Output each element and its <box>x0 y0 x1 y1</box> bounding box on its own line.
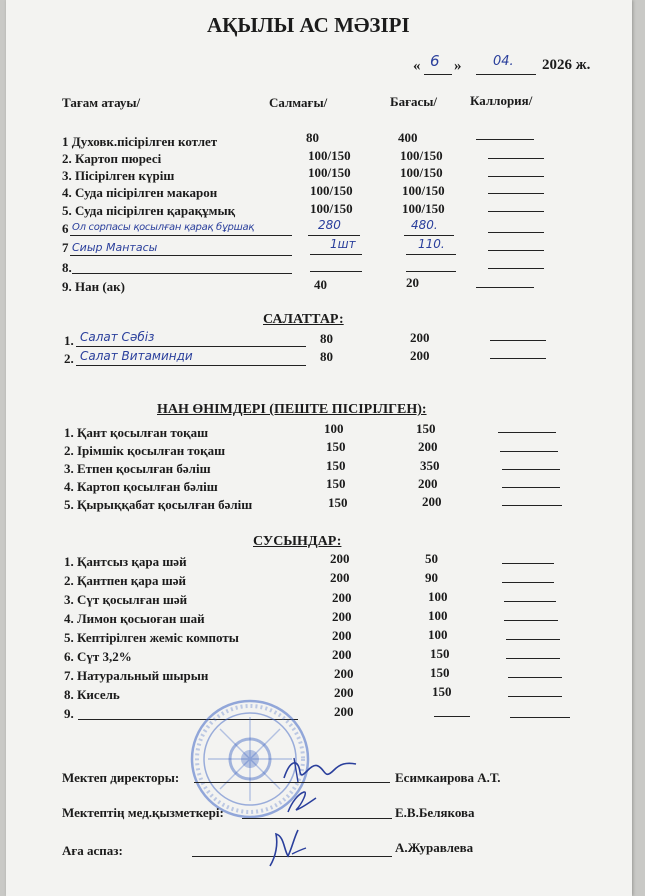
director-person: Есимкаирова А.Т. <box>395 770 501 785</box>
drink-3-name: 3. Сүт қосылған шәй <box>64 592 188 607</box>
salad-2-name-line <box>76 365 306 366</box>
salad-2-number: 2. <box>64 351 74 366</box>
bakery-item-3-weight: 150 <box>326 458 346 473</box>
drink-9-price-line <box>434 716 470 717</box>
drink-8-price: 150 <box>432 684 452 699</box>
salad-1-name: Салат Сәбіз <box>80 330 155 344</box>
drink-4-calorie-line <box>504 620 558 621</box>
drink-7-calorie-line <box>508 677 562 678</box>
bakery-item-3-price: 350 <box>420 458 440 473</box>
medic-role: Мектептің мед.қызметкері: <box>62 805 224 820</box>
chef-signature <box>262 826 310 870</box>
main-item-1-price: 400 <box>398 130 418 145</box>
bakery-item-2-weight: 150 <box>326 439 346 454</box>
bakery-item-1-price: 150 <box>416 421 436 436</box>
main-item-7-price-line <box>406 254 456 255</box>
main-item-9-calorie-line <box>476 287 534 288</box>
drink-4-name: 4. Лимон қосыоған шай <box>64 611 205 626</box>
main-item-8-price-line <box>406 271 456 272</box>
main-item-6-name: Ол сорпасы қосылған қарақ бұршақ <box>72 222 255 233</box>
drink-1-weight: 200 <box>330 551 350 566</box>
bakery-item-2-calorie-line <box>500 451 558 452</box>
main-item-3-calorie-line <box>488 176 544 177</box>
bakery-item-1-calorie-line <box>498 432 556 433</box>
drink-2-weight: 200 <box>330 570 350 585</box>
drink-7-name: 7. Натуральный шырын <box>64 668 209 683</box>
main-item-6-number: 6 <box>62 221 69 236</box>
date-day: 6 <box>430 52 440 70</box>
menu-sheet <box>6 0 632 896</box>
salad-1-name-line <box>76 346 306 347</box>
main-item-3-weight: 100/150 <box>308 165 351 180</box>
drink-5-weight: 200 <box>332 628 352 643</box>
bakery-item-4-calorie-line <box>502 487 560 488</box>
drink-9-weight: 200 <box>334 704 354 719</box>
header-calorie: Каллория/ <box>470 93 533 108</box>
drink-5-name: 5. Кептірілген жеміс компоты <box>64 630 239 645</box>
main-item-4-weight: 100/150 <box>310 183 353 198</box>
director-signature <box>280 752 360 786</box>
medic-signature-line <box>242 818 392 819</box>
main-item-8-number: 8. <box>62 260 72 275</box>
bakery-item-5-weight: 150 <box>328 495 348 510</box>
main-item-9-name: 9. Нан (ак) <box>62 279 126 294</box>
main-item-7-weight-line <box>310 254 362 255</box>
main-item-3-name: 3. Пісірілген күріш <box>62 168 175 183</box>
drink-6-calorie-line <box>506 658 560 659</box>
salad-2-calorie-line <box>490 358 546 359</box>
bakery-item-5-calorie-line <box>502 505 562 506</box>
main-item-6-name-line <box>70 235 292 236</box>
main-item-5-weight: 100/150 <box>310 201 353 216</box>
main-item-6-calorie-line <box>488 232 544 233</box>
bakery-item-1-name: 1. Қант қосылған тоқаш <box>64 425 209 440</box>
drink-9-name: 9. <box>64 706 74 721</box>
main-item-7-weight: 1шт <box>330 237 356 251</box>
bakery-item-2-price: 200 <box>418 439 438 454</box>
drink-1-name: 1. Қантсыз қара шәй <box>64 554 187 569</box>
salads-title: САЛАТТАР: <box>263 312 344 327</box>
main-item-2-price: 100/150 <box>400 148 443 163</box>
main-item-6-price-line <box>404 235 454 236</box>
bakery-item-2-name: 2. Ірімшік қосылған тоқаш <box>64 443 226 458</box>
medic-signature <box>282 788 322 818</box>
bakery-item-3-calorie-line <box>502 469 560 470</box>
salad-2-weight: 80 <box>320 349 333 364</box>
salad-1-price: 200 <box>410 330 430 345</box>
date-month-line <box>476 74 536 75</box>
main-item-2-name: 2. Картоп пюресі <box>62 151 162 166</box>
main-item-8-name-line <box>72 273 292 274</box>
main-item-4-price: 100/150 <box>402 183 445 198</box>
salad-1-weight: 80 <box>320 331 333 346</box>
drink-2-name: 2. Қантпен қара шәй <box>64 573 187 588</box>
drink-8-name: 8. Кисель <box>64 687 120 702</box>
bakery-item-4-name: 4. Картоп қосылған бәліш <box>64 479 218 494</box>
drink-6-weight: 200 <box>332 647 352 662</box>
drink-4-weight: 200 <box>332 609 352 624</box>
main-item-8-calorie-line <box>488 268 544 269</box>
date-open-quote: « <box>413 58 421 74</box>
main-item-2-weight: 100/150 <box>308 148 351 163</box>
main-item-5-name: 5. Суда пісірілген қарақұмық <box>62 203 236 218</box>
medic-person: Е.В.Белякова <box>395 805 475 820</box>
main-item-2-calorie-line <box>488 158 544 159</box>
main-item-6-price: 480. <box>411 218 438 232</box>
header-price: Бағасы/ <box>390 94 438 109</box>
chef-role: Аға аспаз: <box>62 843 123 858</box>
main-item-4-calorie-line <box>488 193 544 194</box>
drink-7-price: 150 <box>430 665 450 680</box>
date-month: 04. <box>493 54 514 69</box>
salad-2-price: 200 <box>410 348 430 363</box>
salad-1-calorie-line <box>490 340 546 341</box>
drink-3-calorie-line <box>504 601 556 602</box>
main-item-7-name-line <box>70 255 292 256</box>
main-item-8-weight-line <box>310 271 362 272</box>
drink-6-name: 6. Сүт 3,2% <box>64 649 132 664</box>
drink-1-price: 50 <box>425 551 438 566</box>
drink-7-weight: 200 <box>334 666 354 681</box>
main-item-6-weight-line <box>308 235 360 236</box>
bakery-item-4-price: 200 <box>418 476 438 491</box>
main-item-7-calorie-line <box>488 250 544 251</box>
drink-4-price: 100 <box>428 608 448 623</box>
bakery-title: НАН ӨНІМДЕРІ (ПЕШТЕ ПІСІРІЛГЕН): <box>157 402 427 417</box>
drink-3-price: 100 <box>428 589 448 604</box>
main-item-4-name: 4. Суда пісірілген макарон <box>62 185 218 200</box>
drink-1-calorie-line <box>502 563 554 564</box>
bakery-item-5-price: 200 <box>422 494 442 509</box>
drinks-title: СУСЫНДАР: <box>253 534 342 549</box>
header-name: Тағам атауы/ <box>62 95 141 110</box>
bakery-item-3-name: 3. Етпен қосылған бәліш <box>64 461 211 476</box>
salad-2-name: Салат Витаминди <box>80 349 193 363</box>
main-item-3-price: 100/150 <box>400 165 443 180</box>
main-item-6-weight: 280 <box>318 218 341 232</box>
drink-2-price: 90 <box>425 570 438 585</box>
drink-9-calorie-line <box>510 717 570 718</box>
bakery-item-5-name: 5. Қырыққабат қосылған бәліш <box>64 497 253 512</box>
main-item-5-calorie-line <box>488 211 544 212</box>
date-day-line <box>424 74 452 75</box>
main-item-1-calorie-line <box>476 139 534 140</box>
main-item-7-price: 110. <box>418 237 445 251</box>
main-item-1-name: 1 Духовк.пісірілген котлет <box>62 134 218 149</box>
main-item-9-price: 20 <box>406 275 419 290</box>
drink-6-price: 150 <box>430 646 450 661</box>
drink-8-weight: 200 <box>334 685 354 700</box>
bakery-item-1-weight: 100 <box>324 421 344 436</box>
bakery-item-4-weight: 150 <box>326 476 346 491</box>
drink-5-calorie-line <box>506 639 560 640</box>
main-item-1-weight: 80 <box>306 130 319 145</box>
chef-person: А.Журавлева <box>395 840 474 855</box>
header-weight: Салмағы/ <box>269 95 328 110</box>
salad-1-number: 1. <box>64 333 74 348</box>
page-title: АҚЫЛЫ АС МӘЗІРІ <box>207 13 410 37</box>
drink-3-weight: 200 <box>332 590 352 605</box>
director-role: Мектеп директоры: <box>62 770 180 785</box>
main-item-7-number: 7 <box>62 240 69 255</box>
main-item-7-name: Сиыр Мантасы <box>72 241 158 254</box>
drink-8-calorie-line <box>508 696 562 697</box>
drink-2-calorie-line <box>502 582 554 583</box>
date-year: 2026 ж. <box>542 57 591 73</box>
drink-5-price: 100 <box>428 627 448 642</box>
main-item-5-price: 100/150 <box>402 201 445 216</box>
main-item-9-weight: 40 <box>314 277 327 292</box>
date-close-quote: » <box>454 58 462 74</box>
